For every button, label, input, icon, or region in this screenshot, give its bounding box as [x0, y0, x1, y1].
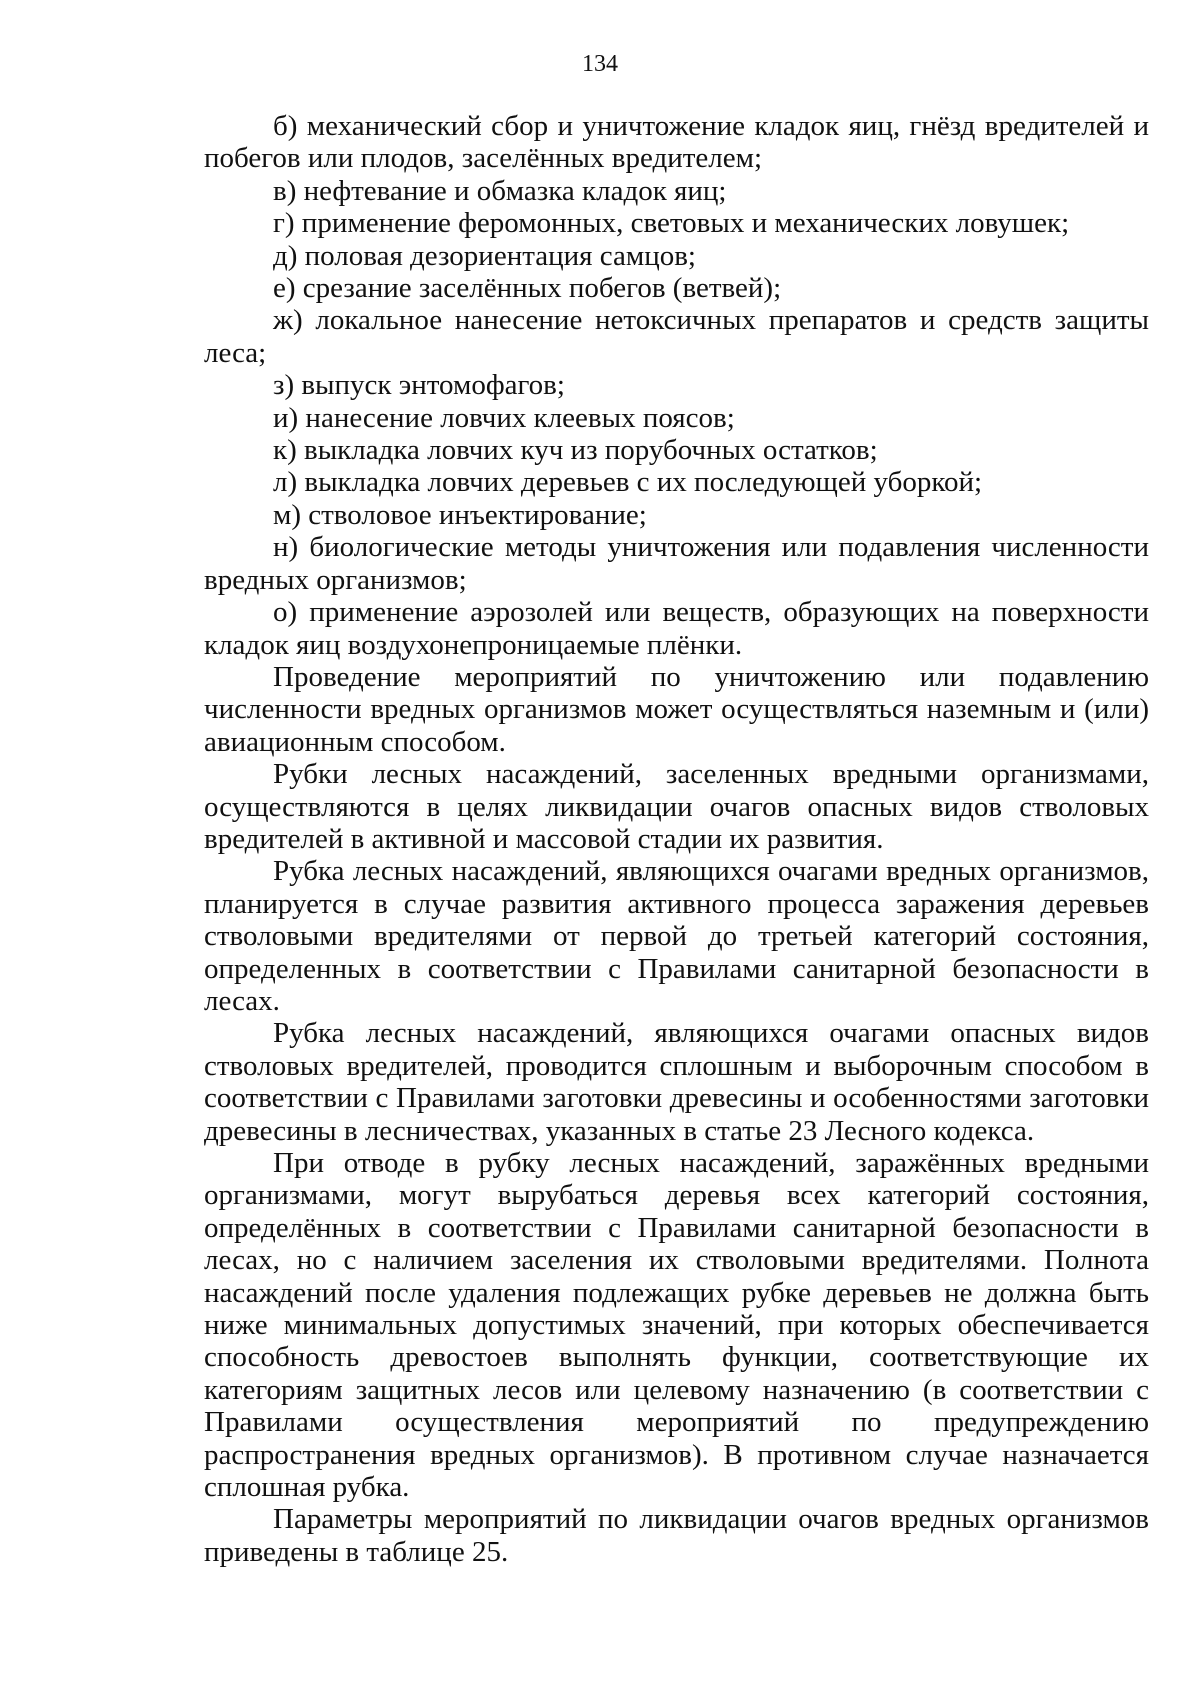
document-body: [204, 110, 1149, 1568]
list-item-b: б) механический сбор и уничтожение кладок яиц, гнёзд вредителей и побегов или плодов, заселённых вредителем;: [204, 110, 1149, 175]
list-item-d: д) половая дезориентация самцов;: [273, 239, 696, 272]
page-number: 134: [582, 51, 618, 77]
paragraph-cutting-method: Рубка лесных насаждений, являющихся очагами опасных видов стволовых вредителей, проводится сплошным и выборочным способом в соответствии с Правилами заготовки древесины и особенностями заготовки древесины в лесничествах, указанных в статье 23 Лесного кодекса.: [204, 1017, 1149, 1147]
list-item-v: в) нефтевание и обмазка кладок яиц;: [273, 174, 727, 207]
list-item-k: к) выкладка ловчих куч из порубочных остатков;: [273, 434, 878, 467]
list-item-i: и) нанесение ловчих клеевых поясов;: [273, 401, 735, 434]
list-item-g: г) применение феромонных, световых и механических ловушек;: [273, 207, 1070, 240]
list-item-o: о) применение аэрозолей или веществ, образующих на поверхности кладок яиц воздухонепроницаемые плёнки.: [204, 596, 1149, 661]
paragraph-cutting-purpose: Рубки лесных насаждений, заселенных вредными организмами, осуществляются в целях ликвидации очагов опасных видов стволовых вредителей в активной и массовой стадии их развития.: [204, 758, 1149, 855]
paragraph-table-reference: Параметры мероприятий по ликвидации очагов вредных организмов приведены в таблице 25.: [204, 1503, 1149, 1568]
paragraph-cutting-planning: Рубка лесных насаждений, являющихся очагами вредных организмов, планируется в случае развития активного процесса заражения деревьев стволовыми вредителями от первой до третьей категорий состояния, определенных в соответствии с Правилами санитарной безопасности в лесах.: [204, 855, 1149, 1017]
list-item-m: м) стволовое инъектирование;: [273, 498, 647, 531]
paragraph-measures-methods: Проведение мероприятий по уничтожению или подавлению численности вредных организмов может осуществляться наземным и (или) авиационным способом.: [204, 660, 1149, 758]
list-item-n: н) биологические методы уничтожения или подавления численности вредных организмов;: [204, 531, 1149, 596]
list-item-l: л) выкладка ловчих деревьев с их последующей уборкой;: [273, 466, 983, 499]
paragraph-cutting-allocation: При отводе в рубку лесных насаждений, заражённых вредными организмами, могут вырубаться деревья всех категорий состояния, определённых в соответствии с Правилами санитарной безопасности в лесах, но с наличием заселения их стволовыми вредителями. Полнота насаждений после удаления подлежащих рубке деревьев не должна быть ниже минимальных допустимых значений, при которых обеспечивается способность древостоев выполнять функции, соответствующие их категориям защитных лесов или целевому назначению (в соответствии с Правилами осуществления мероприятий по предупреждению распространения вредных организмов). В противном случае назначается сплошная рубка.: [204, 1147, 1149, 1504]
list-item-e: е) срезание заселённых побегов (ветвей);: [273, 272, 782, 305]
list-item-z: з) выпуск энтомофагов;: [273, 369, 565, 402]
list-item-zh: ж) локальное нанесение нетоксичных препаратов и средств защиты леса;: [204, 304, 1149, 369]
